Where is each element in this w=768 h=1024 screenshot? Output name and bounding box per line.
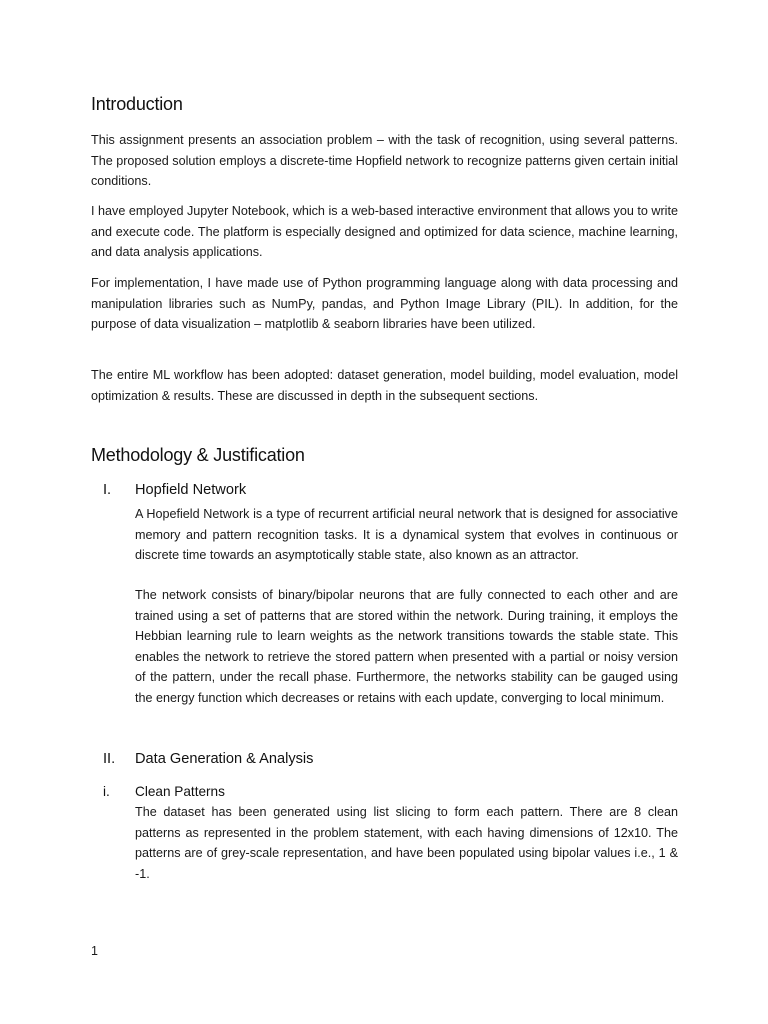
data-generation-heading: Data Generation & Analysis: [135, 751, 314, 767]
clean-patterns-paragraph: The dataset has been generated using list slicing to form each pattern. There are 8 clean patterns as represented in the problem statement, with each having dimensions of 12x10. The patterns are of grey-scale representation, and have been populated using bipolar values i.e., 1 & -1.: [135, 805, 678, 881]
hopfield-network-heading: Hopfield Network: [135, 482, 247, 498]
clean-patterns-heading: Clean Patterns: [135, 784, 225, 799]
section-number-1: I.: [103, 482, 112, 498]
page-number: 1: [91, 944, 98, 958]
intro-paragraph-4: The entire ML workflow has been adopted: dataset generation, model building, model evaluation, model optimization & results. These are discussed in depth in the subsequent sections.: [91, 368, 678, 403]
intro-paragraph-1: This assignment presents an association problem – with the task of recognition, using several patterns. The proposed solution employs a discrete-time Hopfield network to recognize patterns given certain initial conditions.: [91, 133, 678, 188]
intro-paragraph-3: For implementation, I have made use of Python programming language along with data processing and manipulation libraries such as NumPy, pandas, and Python Image Library (PIL). In addition, for the purpose of data visualization – matplotlib & seaborn libraries have been utilized.: [91, 276, 678, 331]
introduction-heading: Introduction: [91, 94, 183, 114]
hopfield-paragraph-2: The network consists of binary/bipolar neurons that are fully connected to each other and are trained using a set of patterns that are stored within the network. During training, it employs the Hebbian learning rule to learn weights as the network transitions towards the stable state. This enables the network to retrieve the stored pattern when presented with a partial or noisy version of the pattern, under the recall phase. Furthermore, the networks stability can be gauged using the energy function which decreases or retains with each update, converging to local minimum.: [135, 588, 678, 705]
section-number-2: II.: [103, 751, 116, 767]
hopfield-paragraph-1: A Hopefield Network is a type of recurrent artificial neural network that is designed for associative memory and pattern recognition tasks. It is a dynamical system that evolves in continuous or discrete time towards an asymptotically stable state, also known as an attractor.: [135, 507, 678, 562]
methodology-heading: Methodology & Justification: [91, 445, 305, 465]
subsection-number-i: i.: [103, 784, 110, 799]
intro-paragraph-2: I have employed Jupyter Notebook, which is a web-based interactive environment that allows you to write and execute code. The platform is especially designed and optimized for data science, machine learning, and data analysis applications.: [91, 204, 678, 259]
